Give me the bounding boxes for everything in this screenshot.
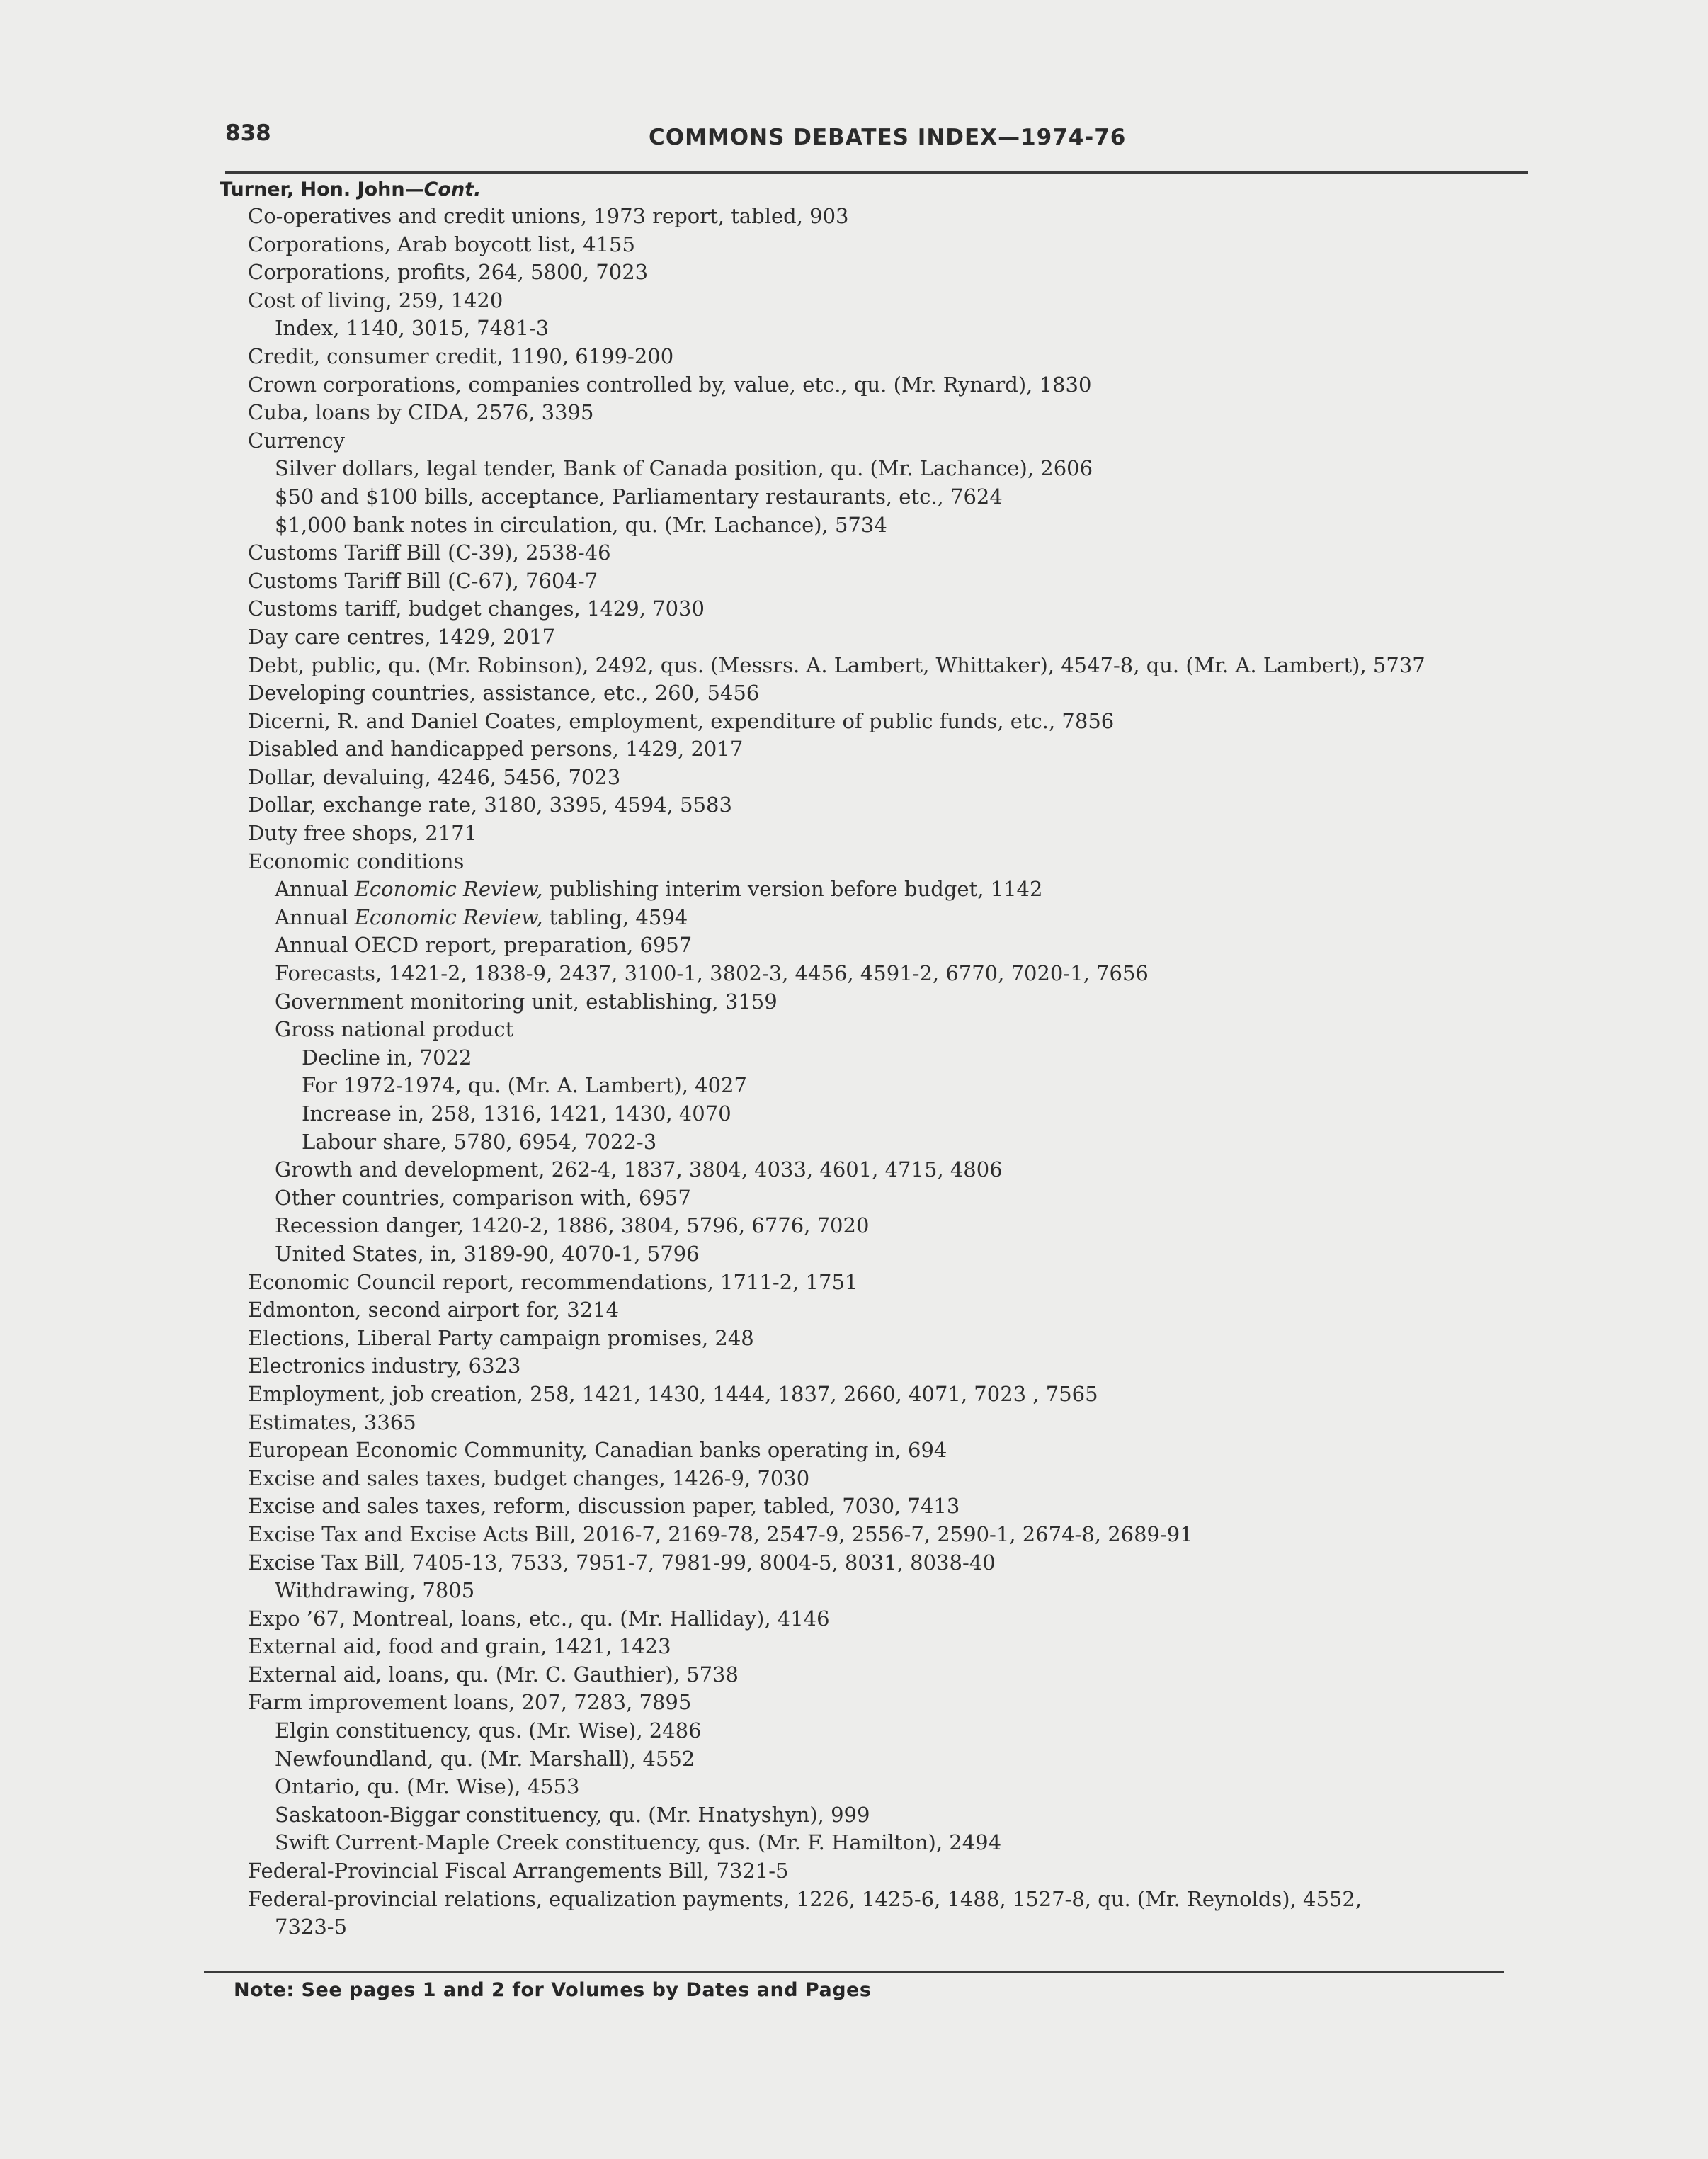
entry-text: Annual — [275, 877, 355, 902]
index-entry: Debt, public, qu. (Mr. Robinson), 2492, qus. (Messrs. A. Lambert, Whittaker), 4547-8, qu. (Mr. A. Lambert), 5737 — [248, 652, 1425, 677]
index-entries — [220, 177, 1551, 1942]
header-rule — [225, 171, 1528, 174]
index-entry: Excise Tax and Excise Acts Bill, 2016-7, 2169-78, 2547-9, 2556-7, 2590-1, 2674-8, 2689-91 — [248, 1522, 1193, 1546]
page-header — [225, 120, 1528, 156]
index-entry: Estimates, 3365 — [248, 1410, 416, 1434]
index-entry: Other countries, comparison with, 6957 — [275, 1185, 691, 1210]
index-entry: Recession danger, 1420-2, 1886, 3804, 5796, 6776, 7020 — [275, 1213, 870, 1238]
index-entry: Growth and development, 262-4, 1837, 3804, 4033, 4601, 4715, 4806 — [275, 1157, 1003, 1182]
index-entry: Employment, job creation, 258, 1421, 1430, 1444, 1837, 2660, 4071, 7023 , 7565 — [248, 1381, 1098, 1406]
index-entry: Currency — [248, 428, 346, 453]
index-entry: Forecasts, 1421-2, 1838-9, 2437, 3100-1, 3802-3, 4456, 4591-2, 6770, 7020-1, 7656 — [275, 961, 1149, 986]
index-entry: Dollar, devaluing, 4246, 5456, 7023 — [248, 764, 621, 789]
index-entry: External aid, food and grain, 1421, 1423 — [248, 1634, 671, 1659]
index-entry: Labour share, 5780, 6954, 7022-3 — [302, 1129, 657, 1154]
index-entry: Economic conditions — [248, 849, 465, 873]
heading-name: Turner, Hon. John— — [220, 178, 424, 200]
index-entry: Excise and sales taxes, reform, discussion paper, tabled, 7030, 7413 — [248, 1494, 960, 1519]
index-heading — [220, 177, 1551, 203]
index-entry: Day care centres, 1429, 2017 — [248, 624, 556, 649]
index-entry: Gross national product — [275, 1017, 514, 1042]
index-entry: Elections, Liberal Party campaign promises, 248 — [248, 1325, 754, 1350]
index-entry: Excise Tax Bill, 7405-13, 7533, 7951-7, 7981-99, 8004-5, 8031, 8038-40 — [248, 1550, 996, 1575]
index-entry: United States, in, 3189-90, 4070-1, 5796 — [275, 1241, 700, 1266]
index-entry: Economic Council report, recommendations, 1711-2, 1751 — [248, 1269, 858, 1294]
index-entry: Newfoundland, qu. (Mr. Marshall), 4552 — [275, 1746, 695, 1771]
entry-publication-title: Economic Review, — [354, 877, 543, 902]
index-entry: Index, 1140, 3015, 7481-3 — [275, 316, 550, 341]
footer-rule — [204, 1971, 1504, 1973]
entry-list — [220, 203, 1551, 1942]
index-entry: Silver dollars, legal tender, Bank of Canada position, qu. (Mr. Lachance), 2606 — [275, 456, 1093, 481]
index-entry: Federal-provincial relations, equalization payments, 1226, 1425-6, 1488, 1527-8, qu. (Mr. Reynolds), 4552, — [248, 1886, 1362, 1911]
index-entry: Excise and sales taxes, budget changes, 1426-9, 7030 — [248, 1466, 810, 1490]
entry-publication-title: Economic Review, — [354, 905, 543, 929]
index-entry — [220, 904, 1551, 932]
index-entry: European Economic Community, Canadian banks operating in, 694 — [248, 1438, 947, 1463]
index-entry: Farm improvement loans, 207, 7283, 7895 — [248, 1690, 692, 1715]
index-entry: Swift Current-Maple Creek constituency, qus. (Mr. F. Hamilton), 2494 — [275, 1830, 1002, 1855]
index-entry: Decline in, 7022 — [302, 1045, 472, 1070]
index-entry: Government monitoring unit, establishing, 3159 — [275, 989, 778, 1014]
index-entry: $1,000 bank notes in circulation, qu. (Mr. Lachance), 5734 — [275, 512, 887, 537]
index-entry: Duty free shops, 2171 — [248, 821, 478, 846]
index-entry: Cuba, loans by CIDA, 2576, 3395 — [248, 400, 594, 425]
index-entry: Dicerni, R. and Daniel Coates, employment, expenditure of public funds, etc., 7856 — [248, 708, 1115, 733]
index-entry: Expo ’67, Montreal, loans, etc., qu. (Mr. Halliday), 4146 — [248, 1606, 830, 1631]
index-entry — [220, 876, 1551, 904]
index-entry: Corporations, Arab boycott list, 4155 — [248, 232, 635, 256]
index-entry: Annual OECD report, preparation, 6957 — [275, 933, 693, 958]
index-entry: Cost of living, 259, 1420 — [248, 288, 503, 312]
footer-note: Note: See pages 1 and 2 for Volumes by Dates and Pages — [234, 1979, 872, 2001]
index-entry: Withdrawing, 7805 — [275, 1578, 475, 1603]
index-entry: Crown corporations, companies controlled by, value, etc., qu. (Mr. Rynard), 1830 — [248, 372, 1092, 397]
index-entry: Ontario, qu. (Mr. Wise), 4553 — [275, 1774, 580, 1799]
index-entry: Customs Tariff Bill (C-67), 7604-7 — [248, 568, 598, 593]
index-entry: External aid, loans, qu. (Mr. C. Gauthier), 5738 — [248, 1662, 739, 1687]
index-entry: Dollar, exchange rate, 3180, 3395, 4594, 5583 — [248, 793, 732, 817]
index-entry: Federal-Provincial Fiscal Arrangements Bill, 7321-5 — [248, 1859, 789, 1883]
index-entry: Customs tariff, budget changes, 1429, 7030 — [248, 596, 705, 621]
heading-cont: Cont. — [423, 178, 482, 200]
index-entry: For 1972-1974, qu. (Mr. A. Lambert), 4027 — [302, 1073, 747, 1098]
index-entry: Saskatoon-Biggar constituency, qu. (Mr. Hnatyshyn), 999 — [275, 1802, 870, 1827]
index-entry: Electronics industry, 6323 — [248, 1354, 521, 1378]
index-entry: Co-operatives and credit unions, 1973 report, tabled, 903 — [248, 204, 849, 228]
index-entry: Elgin constituency, qus. (Mr. Wise), 2486 — [275, 1718, 702, 1743]
index-entry: $50 and $100 bills, acceptance, Parliamentary restaurants, etc., 7624 — [275, 484, 1003, 509]
index-entry: Increase in, 258, 1316, 1421, 1430, 4070 — [302, 1101, 731, 1126]
entry-text: publishing interim version before budget, 1142 — [542, 877, 1043, 902]
entry-text: tabling, 4594 — [542, 905, 688, 929]
index-entry: 7323-5 — [275, 1915, 348, 1939]
index-entry: Credit, consumer credit, 1190, 6199-200 — [248, 344, 674, 368]
page-number: 838 — [225, 120, 271, 146]
index-entry: Customs Tariff Bill (C-39), 2538-46 — [248, 540, 611, 565]
index-entry: Corporations, profits, 264, 5800, 7023 — [248, 260, 649, 285]
index-entry: Edmonton, second airport for, 3214 — [248, 1298, 620, 1322]
entry-text: Annual — [275, 905, 355, 929]
index-entry: Disabled and handicapped persons, 1429, 2017 — [248, 737, 744, 761]
index-entry: Developing countries, assistance, etc., 260, 5456 — [248, 681, 760, 706]
page-title: COMMONS DEBATES INDEX—1974-76 — [649, 125, 1127, 150]
